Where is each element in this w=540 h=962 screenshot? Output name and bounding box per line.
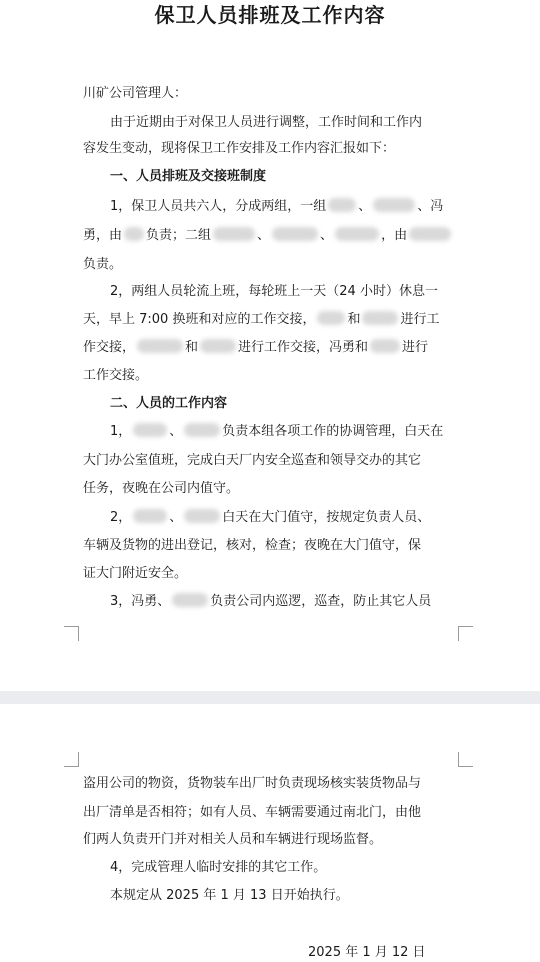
redacted-name (200, 339, 236, 353)
salutation: 川矿公司管理人： (83, 86, 188, 101)
item-2-3-line-2: 盗用公司的物资，货物装车出厂时负责现场核实装货物品与 (83, 776, 422, 791)
item-1-1-line-1: 1，保卫人员共六人，分成两组，一组 、 、冯 (110, 199, 444, 214)
intro-line-2: 容发生变动，现将保卫工作安排及工作内容汇报如下： (83, 141, 396, 156)
item-2-3-line-1: 3，冯勇、 负责公司内巡逻，巡查，防止其它人员 (110, 594, 432, 609)
redacted-name (272, 227, 318, 241)
effective-date-statement: 本规定从 2025 年 1 月 13 日开始执行。 (110, 888, 349, 903)
item-2-4: 4，完成管理人临时安排的其它工作。 (110, 860, 327, 875)
item-2-2-line-2: 车辆及货物的进出登记，核对，检查；夜晚在大门值守，保 (83, 538, 422, 553)
item-2-3-line-3: 出厂清单是否相符；如有人员、车辆需要通过南北门，由他 (83, 805, 422, 820)
redacted-name (317, 311, 345, 325)
item-2-2-line-1: 2， 、 白天在大门值守，按规定负责人员、 (110, 510, 431, 525)
redacted-name (213, 227, 255, 241)
redacted-name (370, 339, 400, 353)
redacted-name (124, 227, 144, 241)
redacted-name (328, 198, 356, 212)
section-1-heading: 一、人员排班及交接班制度 (110, 169, 267, 184)
item-2-1-line-2: 大门办公室值班，完成白天厂内安全巡查和领导交办的其它 (83, 453, 422, 468)
redacted-name (362, 311, 398, 325)
page-corner-marker (64, 626, 79, 641)
redacted-name (137, 339, 183, 353)
page-corner-marker (458, 626, 473, 641)
item-1-1-line-2: 勇，由 负责；二组 、 、 ，由 (83, 227, 453, 245)
redacted-name (184, 423, 220, 437)
item-1-2-line-1: 2，两组人员轮流上班，每轮班上一天（24 小时）休息一 (110, 284, 438, 299)
item-1-1-line-3: 负责。 (83, 257, 123, 272)
document-date: 2025 年 1 月 12 日 (308, 945, 426, 960)
intro-line-1: 由于近期由于对保卫人员进行调整，工作时间和工作内 (110, 115, 423, 130)
redacted-name (133, 423, 167, 437)
page-corner-marker (458, 752, 473, 767)
redacted-name (409, 227, 451, 241)
redacted-name (133, 509, 167, 523)
item-2-3-line-4: 们两人负责开门并对相关人员和车辆进行现场监督。 (83, 832, 383, 847)
redacted-name (335, 227, 379, 241)
page-corner-marker (64, 752, 79, 767)
item-1-2-line-2: 天，早上 7:00 换班和对应的工作交接， 和 进行工 (83, 312, 440, 327)
redacted-name (373, 198, 415, 212)
page-break (0, 691, 540, 704)
item-1-2-line-4: 工作交接。 (83, 368, 149, 383)
item-2-1-line-1: 1， 、 负责本组各项工作的协调管理，白天在 (110, 424, 444, 439)
section-2-heading: 二、人员的工作内容 (110, 396, 228, 411)
redacted-name (172, 593, 208, 607)
item-2-2-line-3: 证大门附近安全。 (83, 566, 188, 581)
redacted-name (184, 509, 220, 523)
page-title: 保卫人员排班及工作内容 (154, 3, 386, 27)
item-1-2-line-3: 作交接， 和 进行工作交接，冯勇和 进行 (83, 340, 429, 355)
item-2-1-line-3: 任务，夜晚在公司内值守。 (83, 481, 240, 496)
